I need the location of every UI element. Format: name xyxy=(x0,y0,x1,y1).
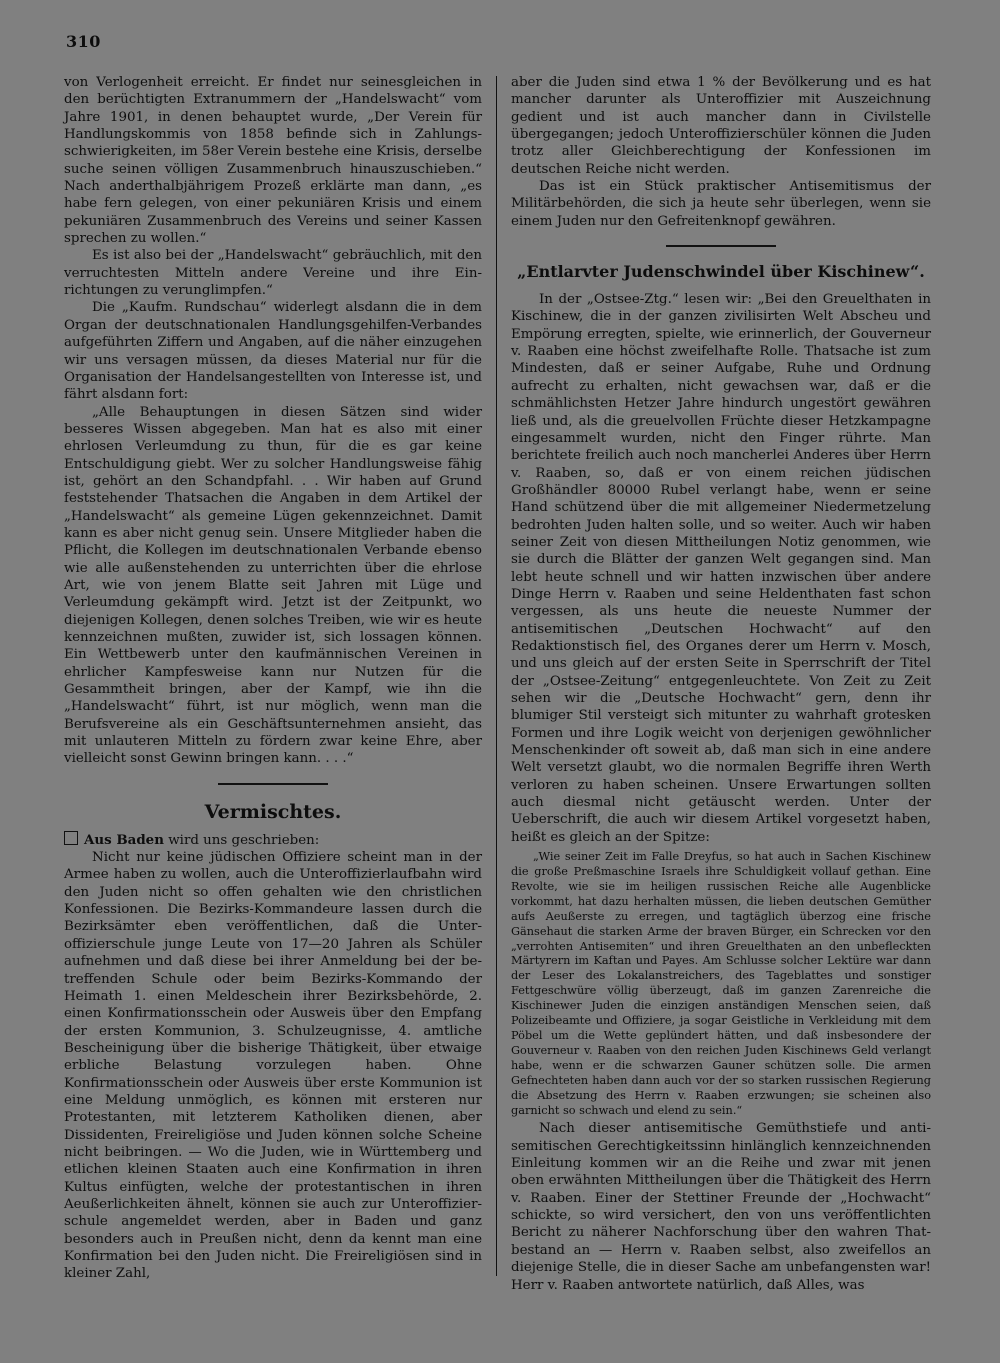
article-title: „Entlarvter Judenschwindel über Kischinew“. xyxy=(517,262,925,282)
item-heading-rest: wird uns geschrieben: xyxy=(163,832,320,848)
paragraph: Die „Kaufm. Rundschau“ widerlegt alsdann die in dem Organ der deutschnationalen Handlungsgehilfen-Verbandes aufgeführten Ziffern und Angaben, auf die näher einzugehen wir uns versagen müssen, da dieses Material nur für die Organisation der Handelsangestellten von Interesse ist, und fährt alsdann fort: xyxy=(64,300,482,403)
paragraph: Es ist also bei der „Handelswacht“ gebräuchlich, mit den verruchtesten Mitteln andere Vereine und ihre Einrichtungen zu verunglimpfen.“ xyxy=(64,248,482,299)
column-divider xyxy=(496,76,497,1276)
left-column xyxy=(64,74,482,1283)
paragraph: Das ist ein Stück praktischer Antisemitismus der Militärbehörden, die sich ja heute sehr überlegen, wenn sie einem Juden nur den Gefreitenknopf gewähren. xyxy=(511,179,931,229)
block-quote xyxy=(511,850,931,1118)
section-divider xyxy=(666,245,776,247)
page-number: 310 xyxy=(66,32,101,51)
paragraph: In der „Ostsee-Ztg.“ lesen wir: „Bei den Greuelthaten in Kischinew, die in der ganzen zivilisirten Welt Abscheu und Empörung erregten, spielte, wie erinnerlich, der Gouverneur v. Raaben eine höchst zweifelhafte Rolle. Thatsache ist zum Mindesten, daß er seiner Aufgabe, Ruhe und Ordnung aufrecht zu erhalten, nicht gewachsen war, daß er die schmählichsten Hetzer Jahre hindurch ungestört gewähren ließ und, als die greuelvollen Früchte dieser Hetzkampagne eingesammelt wurden, nicht den Finger rührte. Man berichtete freilich auch noch mancherlei Anderes über Herrn v. Raaben, so, daß er von einem reichen jüdischen Großhändler 80000 Rubel verlangt habe, wenn er seine Hand schützend über die mit allgemeiner Niedermetzelung bedrohten Juden halten solle, und so weiter. Auch wir haben seiner Zeit von diesen Mittheilungen Notiz genommen, wie sie durch die Blätter der ganzen Welt gegangen sind. Man lebt heute schnell und wir hatten inzwischen über andere Dinge Herrn v. Raaben und seine Heldenthaten fast schon vergessen, als uns heute die neueste Nummer der antisemitischen „Deutschen Hochwacht“ auf den Redaktionstisch fiel, des Organes derer um Herrn v. Mosch, und uns gleich auf der ersten Seite in Sperrschrift der Titel der „Ostsee-Zeitung“ entgegenleuchtete. Von Zeit zu Zeit sehen wir die „Deutsche Hochwacht“ gern, denn ihr blumiger Stil versteigt sich mitunter zu wahrhaft grotesken Formen und ihre Logik weicht von derjenigen gewöhnlicher Menschenkinder oft soweit ab, daß man sich in eine andere Welt versetzt glaubt, wo die normalen Begriffe ihren Werth verloren zu haben scheinen. Unsere Erwartungen sollten auch diesmal nicht getäuscht werden. Unter der Ueberschrift, die auch wir diesem Artikel vorgesetzt haben, heißt es gleich an der Spitze: xyxy=(511,292,931,845)
right-column xyxy=(511,74,931,1294)
paragraph: von Verlogenheit erreicht. Er findet nur seinesgleichen in den berüchtigten Extranummern der „Handelswacht“ vom Jahre 1901, in denen behauptet wurde, „Der Verein für Handlungskommis von 1858 befinde sich in Zahlungsschwierigkeiten, im 58er Verein bestehe eine Krisis, derselbe suche seinen völligen Zusammenbruch hinauszuschieben.“ Nach anderthalbjährigem Prozeß erklärte man dann, „es habe fern gelegen, von einer pekuniären Krisis und einem pekuniären Zusammenbruch des Vereins und seiner Kassen sprechen zu wollen.“ xyxy=(64,75,482,247)
section-divider xyxy=(218,783,328,785)
checkbox-icon xyxy=(64,831,78,845)
item-heading-bold: Aus Baden xyxy=(84,831,164,848)
section-title: Vermischtes. xyxy=(204,800,342,823)
item-heading xyxy=(64,831,482,849)
quote-text: „Wie seiner Zeit im Falle Dreyfus, so hat auch in Sachen Kischinew die große Preßmaschine Israels ihre Schuldigkeit vollauf gethan. Eine Revolte, wie sie im heiligen russischen Reiche alle Augenblicke vorkommt, hat dazu herhalten müssen, die lieben deutschen Gemüther aufs Aeußerste zu erregen, und tagtäglich überzog eine frische Gänsehaut die starken Arme der braven Bürger, ein Schrecken vor den „verrohten Antisemiten“ und ihren Greuelthaten an den unbefleckten Märtyrern im Kaftan und Payes. Am Schlusse solcher Lektüre war dann der Leser des Lokalanstreichers, des Tageblattes und sonstiger Fettgeschwüre völlig überzeugt, daß im ganzen Zarenreiche die Kischinewer Juden die einzigen anständigen Menschen seien, daß Polizeibeamte und Offiziere, ja sogar Geistliche in Verkleidung mit dem Pöbel um die Wette geplündert hätten, und daß insbesondere der Gouverneur v. Raaben von den reichen Juden Kischinews Geld verlangt habe, wenn er die schwarzen Gauner schützen solle. Die armen Gefnechteten haben dann auch vor der so starken russischen Regierung die Absetzung des Herrn v. Raaben erzwungen; sie scheinen also garnicht so schwach und elend zu sein.“ xyxy=(511,850,931,1117)
paragraph: Nicht nur keine jüdischen Offiziere scheint man in der Armee haben zu wollen, auch die Unteroffizierlaufbahn wird den Juden nicht so offen gehalten wie den christlichen Konfessionen. Die Bezirks-Kommandeure lassen durch die Bezirksämter eben veröffentlichen, daß die Unteroffizierschule junge Leute von 17—20 Jahren als Schüler aufnehmen und daß diese bei ihrer Anmeldung bei der betreffenden Schule oder beim Bezirks-Kommando der Heimath 1. einen Meldeschein ihrer Bezirksbehörde, 2. einen Konfirmationsschein oder Ausweis über den Empfang der ersten Kommunion, 3. Schulzeugnisse, 4. amtliche Bescheinigung über die bisherige Thätigkeit, über etwaige erbliche Belastung vorzulegen haben. Ohne Konfirmationsschein oder Ausweis über erste Kommunion ist eine Meldung unmöglich, es können mit ersteren nur Protestanten, mit letzterem Katholiken dienen, aber Dissidenten, Freireligiöse und Juden können solche Scheine nicht beibringen. — Wo die Juden, wie in Württemberg und etlichen kleinen Staaten auch eine Konfirmation in ihren Kultus einfügten, welche der protestantischen in ihren Aeußerlichkeiten ähnelt, können sie auch zur Unteroffizierschule angemeldet werden, aber in Baden und ganz besonders auch in Preußen nicht, denn da kennt man eine Konfirmation bei den Juden nicht. Die Freireligiösen sind in kleiner Zahl, xyxy=(64,850,482,1282)
paragraph: aber die Juden sind etwa 1 % der Bevölkerung und es hat mancher darunter als Unteroffizier mit Auszeichnung gedient und ist auch mancher dann in Civilstelle übergegangen; jedoch Unteroffizierschüler können die Juden trotz aller Gleichberechtigung der Konfessionen im deutschen Reiche nicht werden. xyxy=(511,75,931,177)
paragraph: „Alle Behauptungen in diesen Sätzen sind wider besseres Wissen abgegeben. Man hat es also mit einer ehrlosen Verleumdung zu thun, für die es gar keine Entschuldigung giebt. Wer zu solcher Handlungsweise fähig ist, gehört an den Schandpfahl. . . Wir haben auf Grund feststehender Thatsachen die Angaben in dem Artikel der „Handelswacht“ als gemeine Lügen gekennzeichnet. Damit kann es aber nicht genug sein. Unsere Mitglieder haben die Pflicht, die Kollegen im deutschnationalen Verbande ebenso wie alle außenstehenden zu unterrichten über die ehrlose Art, wie von jenem Blatte seit Jahren mit Lüge und Verleumdung gekämpft wird. Jetzt ist der Zeitpunkt, wo diejenigen Kollegen, denen solches Treiben, wie wir es heute kennzeichnen mußten, zuwider ist, sich lossagen können. Ein Wettbewerb unter den kaufmännischen Vereinen in ehrlicher Kampfesweise kann nur Nutzen für die Gesammtheit bringen, aber der Kampf, wie ihn die „Handelswacht“ führt, ist nur möglich, wenn man die Berufsvereine als ein Geschäftsunternehmen ansieht, das mit unlauteren Mitteln zu fördern zwar keine Ehre, aber vielleicht sonst Gewinn bringen kann. . . .“ xyxy=(64,404,482,767)
paragraph: Nach dieser antisemitische Gemüthstiefe und antisemitischen Gerechtigkeitssinn hinlänglich kennzeichnenden Einleitung kommen wir an die Reihe und zwar mit jenen oben erwähnten Mittheilungen über die Thätigkeit des Herrn v. Raaben. Einer der Stettiner Freunde der „Hochwacht“ schickte, so wird versichert, den von uns veröffentlichten Bericht zu näherer Nachforschung über den wahren Thatbestand an — Herrn v. Raaben selbst, also zweifellos an diejenige Stelle, die in dieser Sache am unbefangensten war! Herr v. Raaben antwortete natürlich, daß Alles, was xyxy=(511,1121,931,1293)
